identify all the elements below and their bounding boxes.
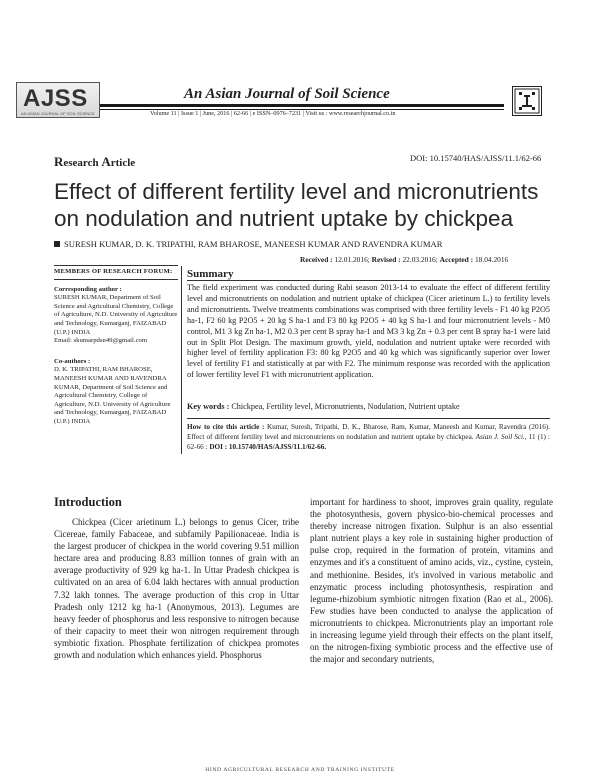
research-forum-column (54, 265, 178, 427)
citation (187, 422, 550, 452)
citation-journal: Asian J. Soil Sci., (475, 433, 527, 441)
journal-logo (16, 82, 100, 118)
doi[interactable]: DOI: 10.15740/HAS/AJSS/11.1/62-66 (410, 153, 542, 163)
page-footer: HIND AGRICULTURAL RESEARCH AND TRAINING INSTITUTE (205, 767, 395, 773)
keywords-label: Key words : (187, 402, 230, 411)
article-type-cap-r: R (54, 154, 64, 169)
article-title: Effect of different fertility level and micronutrients on nodulation and nutrient uptake by chickpea (54, 179, 539, 231)
logo-subtext: AN ASIAN JOURNAL OF SOIL SCIENCE (21, 111, 95, 116)
accepted-label: Accepted : (439, 255, 474, 264)
article-type-rest2: rticle (110, 157, 136, 169)
received-label: Received : (300, 255, 333, 264)
body-column-right: important for hardiness to shoot, improves grain quality, regulate the photosynthesis, govern physico-bio-chemical processes and thereby increase nitrogen fixation. Sulphur is an also essential plant nutrient plays a key role in sustaining higher production of pulse crop, required in the formation of protein, vitamins and enzymes and it's a constituent of amino acids, viz., cystine, cystein, and methionine. Besides, it's involved in various metabolic and enzymatic process including photosynthesis, respiration and legume-rhizobium symbiotic nitrogen fixation (Rao et al., 2006). Few studies have been conducted to analyse the application of micronutrients to chickpea. Micronutrients play an important role in increasing legume yield through their effects on the plant itself, on the nitrogen-fixing symbiotic process and the effective use of the major and secondary nutrients, (310, 497, 553, 665)
accepted-date: 18.04.2016 (474, 255, 509, 264)
header-rule (100, 104, 504, 107)
corresponding-author: SURESH KUMAR, Department of Soil Science and Agricultural Chemistry, College of Agriculture, N.D. University of Agriculture and Technology, Kumarganj, FAIZABAD (U.P.) INDIA (54, 294, 178, 336)
revised-date: 22.03.2016; (402, 255, 438, 264)
logo-text: AJSS (23, 85, 88, 112)
visit-url[interactable]: Visit us : www.researchjournal.co.in (305, 110, 396, 117)
authors: SURESH KUMAR, D. K. TRIPATHI, RAM BHAROSE, MANEESH KUMAR AND RAVENDRA KUMAR (64, 239, 443, 249)
dates-line (300, 255, 508, 264)
citation-text: Kumar, Suresh, Tripathi, D. K., Bharose, Ram, Kumar, Maneesh and Kumar, Ravendra (2016). Effect of different fertility level and micronutrients on nodulation and nutrient uptake by chickpea. (187, 423, 550, 441)
coauthors-heading: Co-authors : (54, 357, 91, 365)
citation-rule (187, 418, 550, 419)
issue-info: Volume 11 | Issue 1 | June, 2016 | 62-66 | (150, 110, 253, 117)
journal-title: An Asian Journal of Soil Science (184, 86, 390, 102)
citation-volume: 11 (1) : 62-66 : (187, 433, 550, 451)
article-type-cap-a: A (101, 154, 111, 169)
received-date: 12.01.2016; (334, 255, 370, 264)
article-type (54, 154, 135, 170)
body-column-left: Chickpea (Cicer arietinum L.) belongs to genus Cicer, tribe Cicereae, family Fabaceae, and subfamily Papilionaceae. India is the largest producer of chickpea in the world covering 9.51 million hectare area and producing 8.83 million tonnes of grain with an average productivity of 929 kg ha-1. In Uttar Pradesh chickpea is cultivated on an area of 6.04 lakh hectares with annual production 7.32 lakh tonnes. The average production of this crop in Uttar Pradesh only 1212 kg ha-1 (Anonymous, 2013). Legumes are heavy feeder of phosphorus and less responsive to nitrogen because of their capacity to meet their won nitrogen requirement through symbiotic fixation. Phosphate fertilization of chickpea promotes growth and nodulation which enhances yield. Phosphorus (54, 517, 299, 661)
bullet-square-icon (54, 241, 60, 247)
revised-label: Revised : (371, 255, 401, 264)
article-type-rest: esearch (63, 157, 99, 169)
keywords-text: Chickpea, Fertility level, Micronutrients, Nodulation, Nutrient uptake (231, 402, 460, 411)
authors-line (54, 239, 443, 249)
summary-rule (187, 280, 550, 281)
summary-text: The field experiment was conducted during Rabi season 2013-14 to evaluate the effect of different fertility level and micronutrients on nodulation and nutrient uptake of chickpea (Cicer arietinum L.) to fertility levels and micronutrients. Twelve treatments combinations was comprised with three fertility levels - F1 40 kg P2O5 ha-1, F2 60 kg P2O5 + 20 kg S ha-1 and F3 80 kg P2O5 + 40 kg S ha-1 and four micronutrient levels - M0 control, M1 3 kg Zn ha-1, M2 0.3 per cent B spray ha-1 and M3 3 kg Zn + 0.3 per cent B spray ha-1 were laid out in Split Plot Design. The maximum growth, yield, nodulation and nutrient uptake were recorded with higher level of fertility application F3: 80 kg P2O5 and 40 kg which was significantly superior over lower level of fertility F1 and statistically at par with F2. The minimum response was recorded with the application of lower fertility level F1 with micronutrient application. (187, 283, 550, 380)
citation-doi[interactable]: DOI : 10.15740/HAS/AJSS/11.1/62-66. (209, 443, 327, 451)
keywords (187, 402, 550, 411)
members-heading: MEMBERS OF RESEARCH FORUM: (54, 265, 178, 280)
column-divider (181, 266, 182, 454)
introduction-heading: Introduction (54, 495, 122, 509)
issue-line: Volume 11 | Issue 1 | June, 2016 | 62-66 | e ISSN–0976–7231 | Visit us : www.researchjournal.co.in (150, 110, 396, 117)
coauthors: D. K. TRIPATHI, RAM BHAROSE, MANEESH KUMAR AND RAVENDRA KUMAR, Department of Soil Science and Agricultural Chemistry, College of Agriculture, N.D. University of Agriculture and Technology, Kumarganj, FAIZABAD (U.P.) INDIA (54, 366, 171, 425)
institute-seal-icon (512, 86, 542, 116)
corresponding-heading: Corresponding author : (54, 285, 122, 293)
citation-label: How to cite this article : (187, 423, 265, 431)
summary-heading: Summary (187, 268, 234, 280)
issn: e ISSN–0976–7231 (252, 110, 302, 117)
corresponding-email[interactable]: Email: skumarpdsn49@gmail.com (54, 337, 148, 345)
